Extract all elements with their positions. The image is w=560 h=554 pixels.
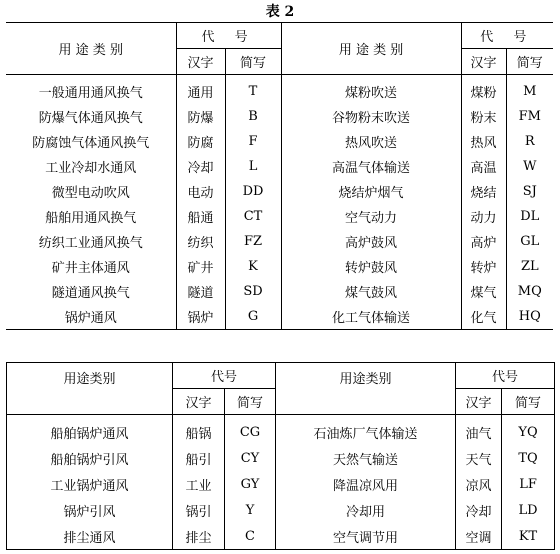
cell-hanzi-left: 船引	[173, 445, 225, 471]
table-row	[6, 179, 553, 204]
cell-usage-right: 降温凉风用	[276, 471, 456, 497]
cell-usage-right: 烧结炉烟气	[281, 179, 461, 204]
cell-usage-right: 煤气鼓风	[281, 279, 461, 304]
cell-abbr-right: KT	[502, 523, 555, 550]
cell-hanzi-right: 动力	[461, 204, 506, 229]
cell-usage-left: 排尘通风	[63, 530, 116, 546]
table-row	[7, 471, 555, 497]
table-caption: 表 2	[265, 4, 295, 20]
cell-abbr-left: CG	[225, 415, 276, 446]
cell-hanzi-right: 高炉	[461, 229, 506, 254]
cell-abbr-right: SJ	[506, 179, 553, 204]
table-1-body	[6, 75, 553, 330]
header-abbr-right: 简写	[502, 389, 555, 415]
cell-usage-left: 纺织工业通风换气	[38, 236, 143, 251]
cell-abbr-right: TQ	[502, 445, 555, 471]
table-row	[6, 129, 553, 154]
cell-hanzi-right: 热风	[461, 129, 506, 154]
cell-abbr-right: W	[506, 154, 553, 179]
cell-usage-right: 转炉鼓风	[281, 254, 461, 279]
cell-abbr-right: ZL	[506, 254, 553, 279]
header-hanzi-right: 汉字	[456, 389, 502, 415]
cell-abbr-right: YQ	[502, 415, 555, 446]
cell-abbr-left: GY	[225, 471, 276, 497]
cell-usage-left: 锅炉引风	[63, 504, 116, 520]
cell-usage-right: 高温气体输送	[281, 154, 461, 179]
cell-usage-left: 一般通用通风换气	[38, 86, 143, 101]
cell-usage-left: 船舶锅炉通风	[50, 426, 129, 442]
header-code-right: 代号	[456, 363, 555, 389]
cell-abbr-left: F	[225, 129, 281, 154]
cell-abbr-left: CY	[225, 445, 276, 471]
cell-usage-right: 煤粉吹送	[281, 75, 461, 105]
cell-usage-left: 微型电动吹风	[51, 186, 130, 201]
cell-hanzi-left: 电动	[176, 179, 225, 204]
cell-abbr-left: B	[225, 104, 281, 129]
cell-usage-right: 冷却用	[276, 497, 456, 523]
cell-usage-left: 船舶锅炉引风	[50, 452, 129, 468]
cell-abbr-left: DD	[225, 179, 281, 204]
cell-usage-right: 高炉鼓风	[281, 229, 461, 254]
cell-abbr-right: FM	[506, 104, 553, 129]
cell-abbr-left: C	[225, 523, 276, 550]
cell-hanzi-left: 冷却	[176, 154, 225, 179]
cell-hanzi-left: 防腐	[176, 129, 225, 154]
cell-abbr-right: LF	[502, 471, 555, 497]
header-usage-left: 用 途 类 别	[6, 23, 176, 75]
cell-usage-left: 防腐蚀气体通风换气	[32, 136, 150, 151]
header-usage-right: 用途类别	[276, 363, 456, 415]
cell-abbr-left: Y	[225, 497, 276, 523]
table-row	[7, 445, 555, 471]
cell-usage-left: 工业锅炉通风	[50, 478, 129, 494]
cell-usage-right: 热风吹送	[281, 129, 461, 154]
cell-hanzi-right: 天气	[456, 445, 502, 471]
cell-hanzi-right: 高温	[461, 154, 506, 179]
cell-usage-right: 化工气体输送	[281, 304, 461, 330]
cell-hanzi-left: 排尘	[173, 523, 225, 550]
table-row	[6, 104, 553, 129]
fan-usage-code-table-1	[6, 22, 553, 330]
cell-usage-right: 谷物粉末吹送	[281, 104, 461, 129]
cell-hanzi-right: 煤气	[461, 279, 506, 304]
header-hanzi-right: 汉字	[461, 49, 506, 75]
cell-abbr-right: HQ	[506, 304, 553, 330]
cell-hanzi-left: 锅炉	[176, 304, 225, 330]
cell-hanzi-right: 煤粉	[461, 75, 506, 105]
header-usage-right: 用 途 类 别	[281, 23, 461, 75]
table-2-body	[7, 415, 555, 550]
table-row	[6, 229, 553, 254]
table-row	[6, 75, 553, 105]
cell-abbr-left: FZ	[225, 229, 281, 254]
fan-usage-code-table-2	[6, 362, 555, 550]
cell-abbr-right: DL	[506, 204, 553, 229]
cell-usage-right: 空气调节用	[276, 523, 456, 550]
cell-usage-left: 防爆气体通风换气	[38, 111, 143, 126]
cell-hanzi-left: 锅引	[173, 497, 225, 523]
cell-abbr-right: GL	[506, 229, 553, 254]
cell-usage-left: 隧道通风换气	[51, 286, 130, 301]
cell-hanzi-right: 凉风	[456, 471, 502, 497]
header-abbr-left: 简写	[225, 389, 276, 415]
cell-hanzi-right: 空调	[456, 523, 502, 550]
cell-hanzi-left: 船通	[176, 204, 225, 229]
cell-usage-right: 空气动力	[281, 204, 461, 229]
table-row	[7, 523, 555, 550]
header-abbr-right: 简写	[506, 49, 553, 75]
cell-hanzi-right: 转炉	[461, 254, 506, 279]
header-hanzi-left: 汉字	[173, 389, 225, 415]
header-usage-left: 用途类别	[63, 372, 116, 387]
cell-hanzi-left: 防爆	[176, 104, 225, 129]
cell-abbr-left: G	[225, 304, 281, 330]
cell-usage-right: 天然气输送	[276, 445, 456, 471]
cell-abbr-right: MQ	[506, 279, 553, 304]
cell-usage-left: 船舶用通风换气	[45, 211, 137, 226]
table-row	[6, 254, 553, 279]
cell-hanzi-right: 粉末	[461, 104, 506, 129]
table-row	[6, 304, 553, 330]
header-code-left: 代号	[173, 363, 276, 389]
cell-abbr-right: R	[506, 129, 553, 154]
cell-hanzi-right: 化气	[461, 304, 506, 330]
cell-abbr-left: L	[225, 154, 281, 179]
cell-hanzi-left: 隧道	[176, 279, 225, 304]
cell-hanzi-left: 纺织	[176, 229, 225, 254]
cell-usage-left: 锅炉通风	[64, 311, 117, 326]
cell-abbr-right: LD	[502, 497, 555, 523]
cell-usage-right: 石油炼厂气体输送	[276, 415, 456, 446]
cell-hanzi-right: 烧结	[461, 179, 506, 204]
cell-abbr-left: K	[225, 254, 281, 279]
header-abbr-left: 简写	[225, 49, 281, 75]
cell-abbr-right: M	[506, 75, 553, 105]
cell-hanzi-left: 工业	[173, 471, 225, 497]
cell-abbr-left: T	[225, 75, 281, 105]
cell-usage-left: 工业冷却水通风	[45, 161, 137, 176]
header-code-left: 代 号	[176, 23, 281, 49]
table-row	[7, 497, 555, 523]
header-code-right: 代 号	[461, 23, 553, 49]
cell-hanzi-left: 通用	[176, 75, 225, 105]
cell-hanzi-right: 冷却	[456, 497, 502, 523]
table-row	[6, 154, 553, 179]
table-row	[6, 279, 553, 304]
cell-hanzi-left: 船锅	[173, 415, 225, 446]
cell-hanzi-left: 矿井	[176, 254, 225, 279]
cell-abbr-left: SD	[225, 279, 281, 304]
table-row	[7, 415, 555, 446]
table-row	[6, 204, 553, 229]
header-hanzi-left: 汉字	[176, 49, 225, 75]
cell-hanzi-right: 油气	[456, 415, 502, 446]
cell-usage-left: 矿井主体通风	[51, 261, 130, 276]
cell-abbr-left: CT	[225, 204, 281, 229]
